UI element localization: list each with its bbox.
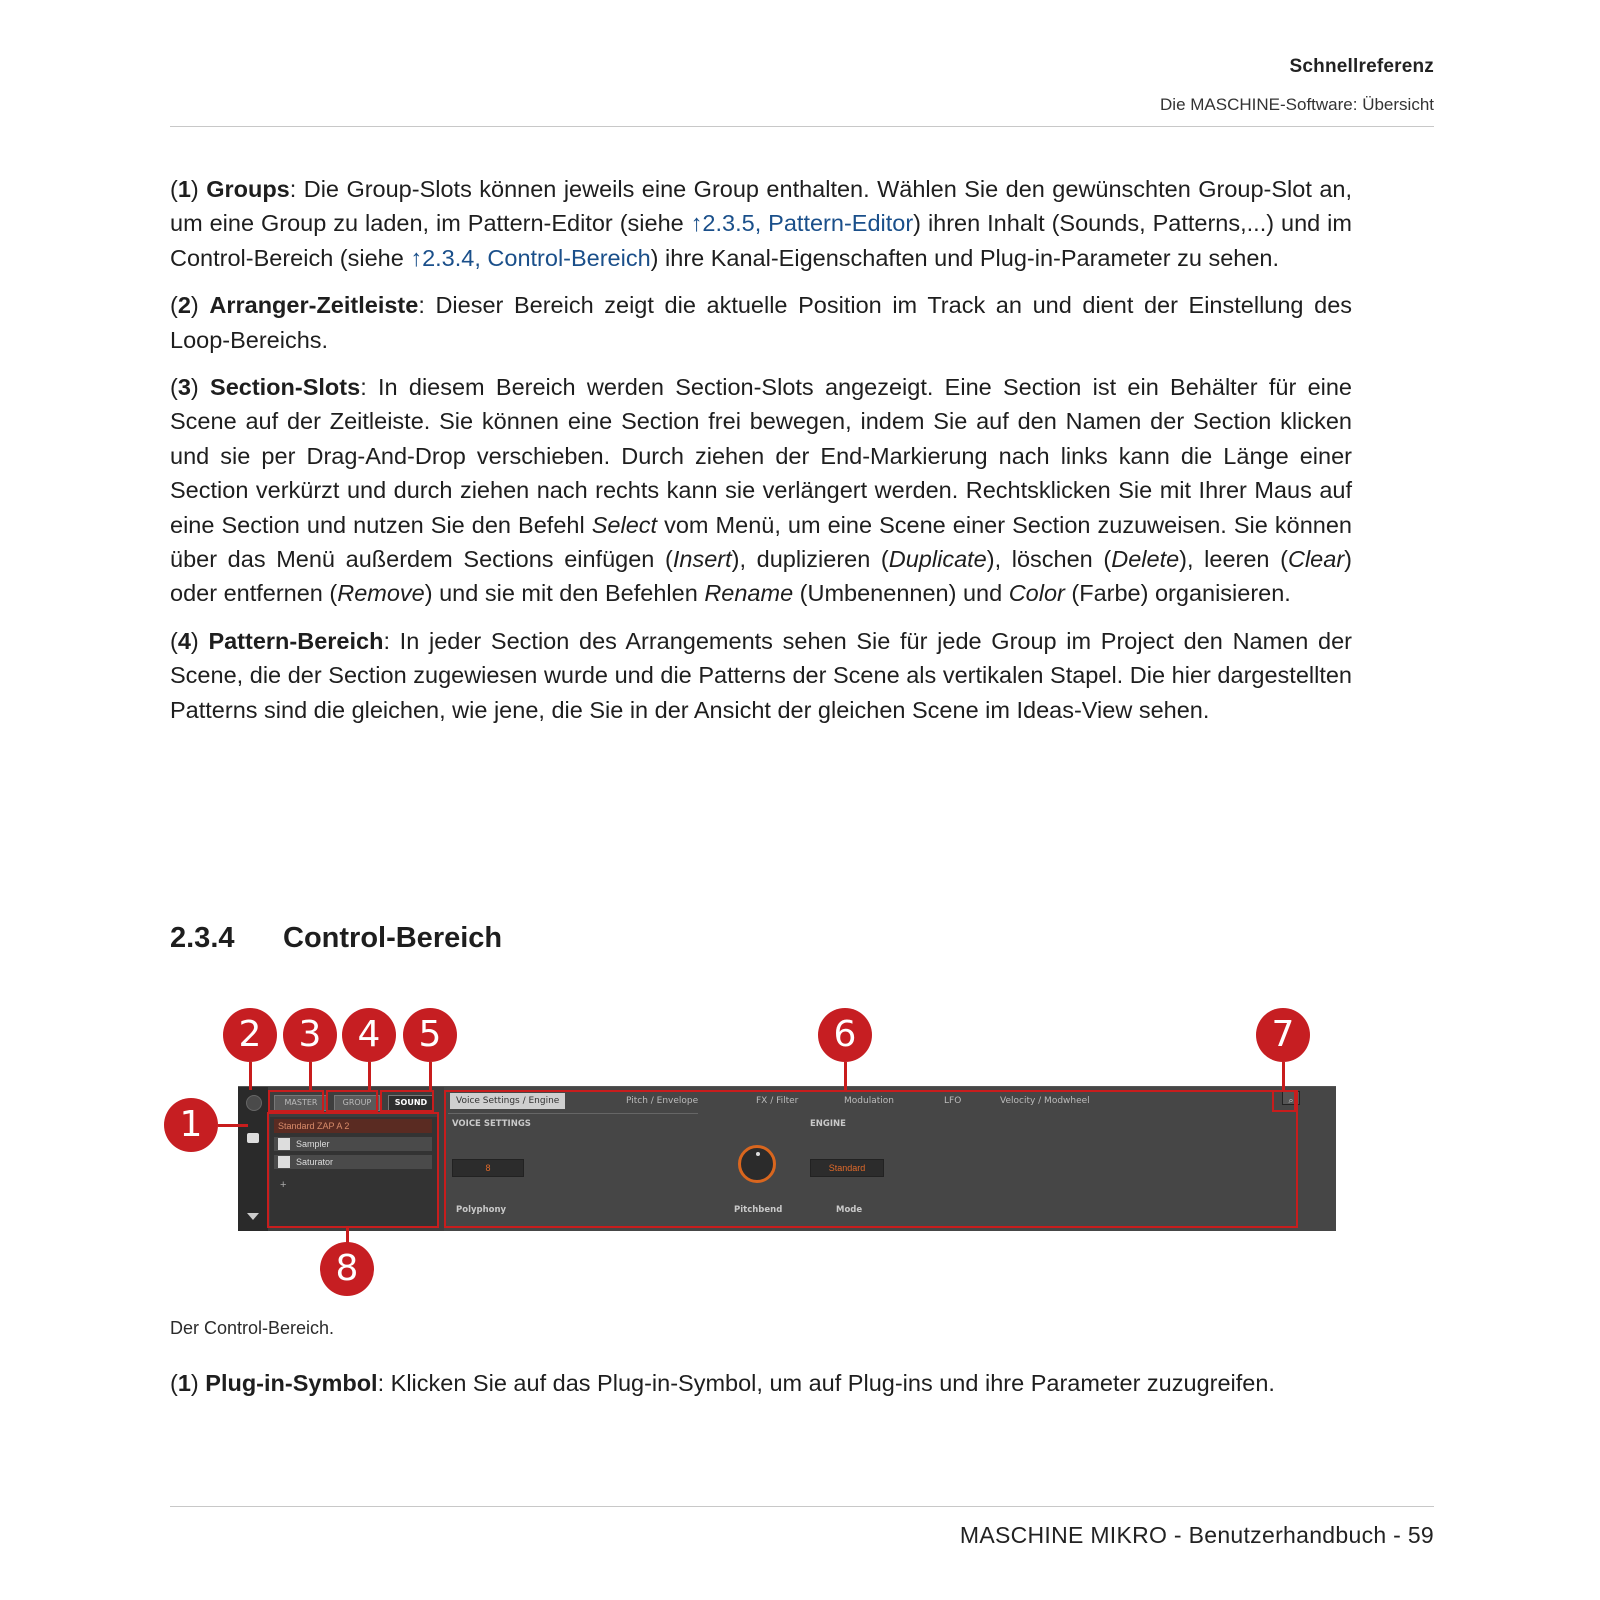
leader-4 xyxy=(368,1062,371,1090)
polyphony-label: Polyphony xyxy=(456,1205,507,1215)
voice-settings-label: VOICE SETTINGS xyxy=(452,1119,531,1129)
param-tab-modulation[interactable]: Modulation xyxy=(844,1096,894,1106)
callout-2: 2 xyxy=(223,1008,277,1062)
paragraph-plugin-symbol: (1) Plug-in-Symbol: Klicken Sie auf das Plug-in-Symbol, um auf Plug-ins und ihre Parameter zuzugreifen. xyxy=(170,1370,1275,1396)
leader-7 xyxy=(1282,1062,1285,1090)
highlight-parameter-area xyxy=(444,1090,1298,1228)
paragraph-groups: (1) Groups: Die Group-Slots können jeweils eine Group enthalten. Wählen Sie den gewünschten Group-Slot an, um eine Group zu laden, im Pattern-Editor (siehe ↑2.3.5, Pattern-Editor) ihren Inhalt (Sounds, Patterns,...) und im Control-Bereich (siehe ↑2.3.4, Control-Bereich) ihre Kanal-Eigenschaften und Plug-in-Parameter zu sehen. xyxy=(170,176,1352,271)
highlight-search xyxy=(1272,1090,1296,1112)
running-header-title: Schnellreferenz xyxy=(1289,56,1434,77)
plugin-slot-sampler[interactable]: Sampler xyxy=(274,1137,432,1151)
param-tab-pitch-envelope[interactable]: Pitch / Envelope xyxy=(626,1096,699,1106)
highlight-sound-tab xyxy=(380,1090,434,1112)
paragraph-pattern-bereich: (4) Pattern-Bereich: In jeder Section des Arrangements sehen Sie für jede Group im Project den Namen der Scene, die der Section zugewiesen wurde und die Patterns der Scene als vertikalen Stapel. Die hier dargestellten Patterns sind die gleichen, wie jene, die Sie in der Ansicht der gleichen Scene im Ideas-View sehen. xyxy=(170,627,1352,723)
leader-6 xyxy=(844,1062,847,1090)
paragraph-section-slots: (3) Section-Slots: In diesem Bereich werden Section-Slots angezeigt. Eine Section ist ein Behälter für eine Scene auf der Zeitleiste. Sie können eine Section frei bewegen, indem Sie auf den Namen der Section klicken und sie per Drag-And-Drop verschieben. Durch ziehen der End-Markierung nach links kann die Länge einer Section verkürzt und durch ziehen nach rechts kann sie verlängert werden. Rechtsklicken Sie mit Ihrer Maus auf eine Section und nutzen Sie den Befehl Select vom Menü, um eine Scene einer Section zuzuweisen. Sie können über das Menü außerdem Sections einfügen (Insert), duplizieren (Duplicate), löschen (Delete), leeren (Clear) oder entfernen (Remove) und sie mit den Befehlen Rename (Umbenennen) und Color (Farbe) organisieren. xyxy=(170,374,1352,607)
page-footer: MASCHINE MIKRO - Benutzerhandbuch - 59 xyxy=(959,1522,1434,1548)
callout-5: 5 xyxy=(403,1008,457,1062)
callout-8: 8 xyxy=(320,1242,374,1296)
leader-1 xyxy=(218,1124,248,1127)
leader-2 xyxy=(249,1062,252,1090)
paragraph-arranger-zeitleiste: (2) Arranger-Zeitleiste: Dieser Bereich zeigt die aktuelle Position im Track an und dient der Einstellung des Loop-Bereichs. xyxy=(170,292,1353,353)
figure-caption: Der Control-Bereich. xyxy=(170,1318,335,1338)
leader-5 xyxy=(429,1062,432,1090)
callout-4: 4 xyxy=(342,1008,396,1062)
highlight-plugin-list xyxy=(267,1112,439,1228)
pitchbend-label: Pitchbend xyxy=(734,1205,783,1215)
footer-rule xyxy=(170,1506,1434,1507)
body-text-top xyxy=(170,172,1352,727)
param-tab-lfo[interactable]: LFO xyxy=(944,1096,962,1106)
highlight-master-tab xyxy=(268,1090,324,1112)
section-title: Control-Bereich xyxy=(283,922,503,954)
param-tab-velocity-modwheel[interactable]: Velocity / Modwheel xyxy=(1000,1096,1090,1106)
plugin-slot-saturator[interactable]: Saturator xyxy=(274,1155,432,1169)
callout-7: 7 xyxy=(1256,1008,1310,1062)
tab-group[interactable]: GROUP xyxy=(334,1095,380,1111)
polyphony-value[interactable]: 8 xyxy=(452,1159,524,1177)
body-text-bottom xyxy=(170,1366,1352,1400)
sidebar-arrow-icon[interactable] xyxy=(247,1213,259,1220)
mode-value[interactable]: Standard xyxy=(810,1159,884,1177)
callout-1: 1 xyxy=(164,1098,218,1152)
sidebar-knob-icon[interactable] xyxy=(246,1095,262,1111)
plugin-symbol-icon[interactable] xyxy=(247,1133,259,1143)
highlight-group-tab xyxy=(326,1090,378,1112)
mode-label: Mode xyxy=(836,1205,863,1215)
param-tab-fx-filter[interactable]: FX / Filter xyxy=(756,1096,799,1106)
header-rule xyxy=(170,126,1434,127)
callout-6: 6 xyxy=(818,1008,872,1062)
param-tab-voice-settings[interactable]: Voice Settings / Engine xyxy=(450,1093,565,1109)
add-plugin-icon[interactable]: + xyxy=(280,1179,287,1191)
section-heading xyxy=(170,922,502,955)
plugin-list-title: Standard ZAP A 2 xyxy=(274,1119,432,1133)
engine-label: ENGINE xyxy=(810,1119,846,1129)
tab-sound[interactable]: SOUND xyxy=(388,1095,434,1111)
leader-3 xyxy=(309,1062,312,1090)
search-icon[interactable]: ⌕ xyxy=(1282,1091,1300,1105)
running-header-subtitle: Die MASCHINE-Software: Übersicht xyxy=(1160,95,1434,114)
callout-3: 3 xyxy=(283,1008,337,1062)
plugin-sidebar xyxy=(238,1087,268,1231)
link-pattern-editor[interactable]: ↑2.3.5, Pattern-Editor xyxy=(690,210,914,237)
link-control-bereich[interactable]: ↑2.3.4, Control-Bereich xyxy=(410,244,651,271)
section-number: 2.3.4 xyxy=(170,922,235,954)
tab-master[interactable]: MASTER xyxy=(274,1095,328,1111)
control-area-figure xyxy=(166,1006,1346,1296)
